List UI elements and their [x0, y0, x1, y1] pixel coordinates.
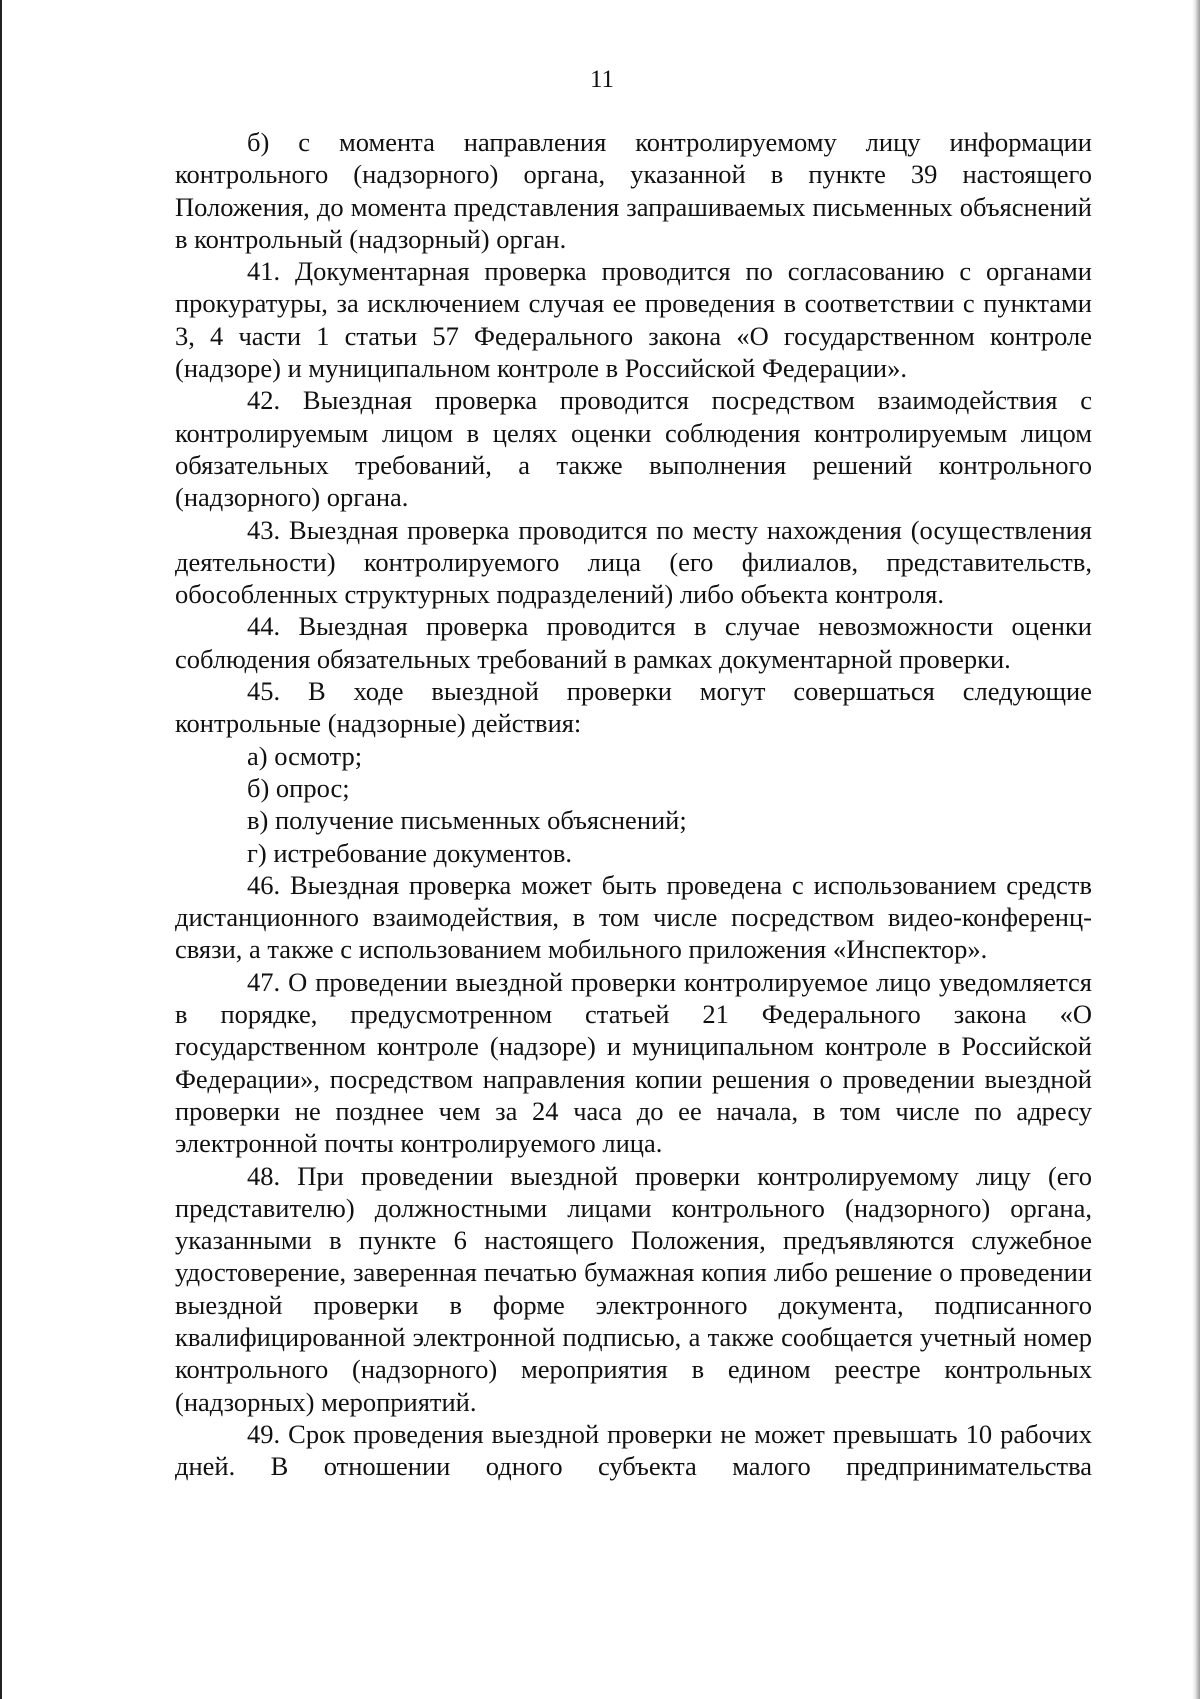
list-item-b: б) опрос; — [247, 772, 350, 803]
list-item-a: а) осмотр; — [247, 740, 363, 771]
paragraph-43: 43. Выездная проверка проводится по месту нахождения (осуществления деятельности) контролируемого лица (его филиалов, представительств, обособленных структурных подразделений) либо объекта контроля. — [175, 514, 1092, 610]
paragraph-46: 46. Выездная проверка может быть проведена с использованием средств дистанционного взаимодействия, в том числе посредством видео-конференц-связи, а также с использованием мобильного приложения «Инспектор». — [175, 869, 1092, 965]
paragraph-44: 44. Выездная проверка проводится в случае невозможности оценки соблюдения обязательных требований в рамках документарной проверки. — [175, 611, 1092, 674]
paragraph-41: 41. Документарная проверка проводится по согласованию с органами прокуратуры, за исключением случая ее проведения в соответствии с пунктами 3, 4 части 1 статьи 57 Федерального закона «О государственном контроле (надзоре) и муниципальном контроле в Российской Федерации». — [175, 256, 1092, 384]
paragraph-48: 48. При проведении выездной проверки контролируемому лицу (его представителю) должностными лицами контрольного (надзорного) органа, указанными в пункте 6 настоящего Положения, предъявляются служебное удостоверение, заверенная печатью бумажная копия либо решение о проведении выездной проверки в форме электронного документа, подписанного квалифицированной электронной подписью, а также сообщается учетный номер контрольного (надзорного) мероприятия в едином реестре контрольных (надзорных) мероприятий. — [175, 1160, 1092, 1417]
paragraph-49: 49. Срок проведения выездной проверки не может превышать 10 рабочих дней. В отношении одного субъекта малого предпринимательства — [175, 1418, 1092, 1482]
scan-edge-shadow — [1192, 0, 1200, 1699]
paragraph-42: 42. Выездная проверка проводится посредством взаимодействия с контролируемым лицом в целях оценки соблюдения контролируемым лицом обязательных требований, а также выполнения решений контрольного (надзорного) органа. — [175, 385, 1092, 513]
list-item-g: г) истребование документов. — [247, 837, 573, 868]
paragraph-40b: б) с момента направления контролируемому лицу информации контрольного (надзорного) органа, указанной в пункте 39 настоящего Положения, до момента представления запрашиваемых письменных объяснений в контрольный (надзорный) орган. — [175, 127, 1092, 254]
paragraph-45: 45. В ходе выездной проверки могут совершаться следующие контрольные (надзорные) действия: — [175, 676, 1092, 739]
list-item-v: в) получение письменных объяснений; — [247, 805, 687, 836]
page-number: 11 — [589, 66, 615, 93]
document-body — [175, 126, 1092, 1482]
paragraph-47: 47. О проведении выездной проверки контролируемое лицо уведомляется в порядке, предусмотренном статьей 21 Федерального закона «О государственном контроле (надзоре) и муниципальном контроле в Российской Федерации», посредством направления копии решения о проведении выездной проверки не позднее чем за 24 часа до ее начала, в том числе по адресу электронной почты контролируемого лица. — [175, 966, 1092, 1159]
